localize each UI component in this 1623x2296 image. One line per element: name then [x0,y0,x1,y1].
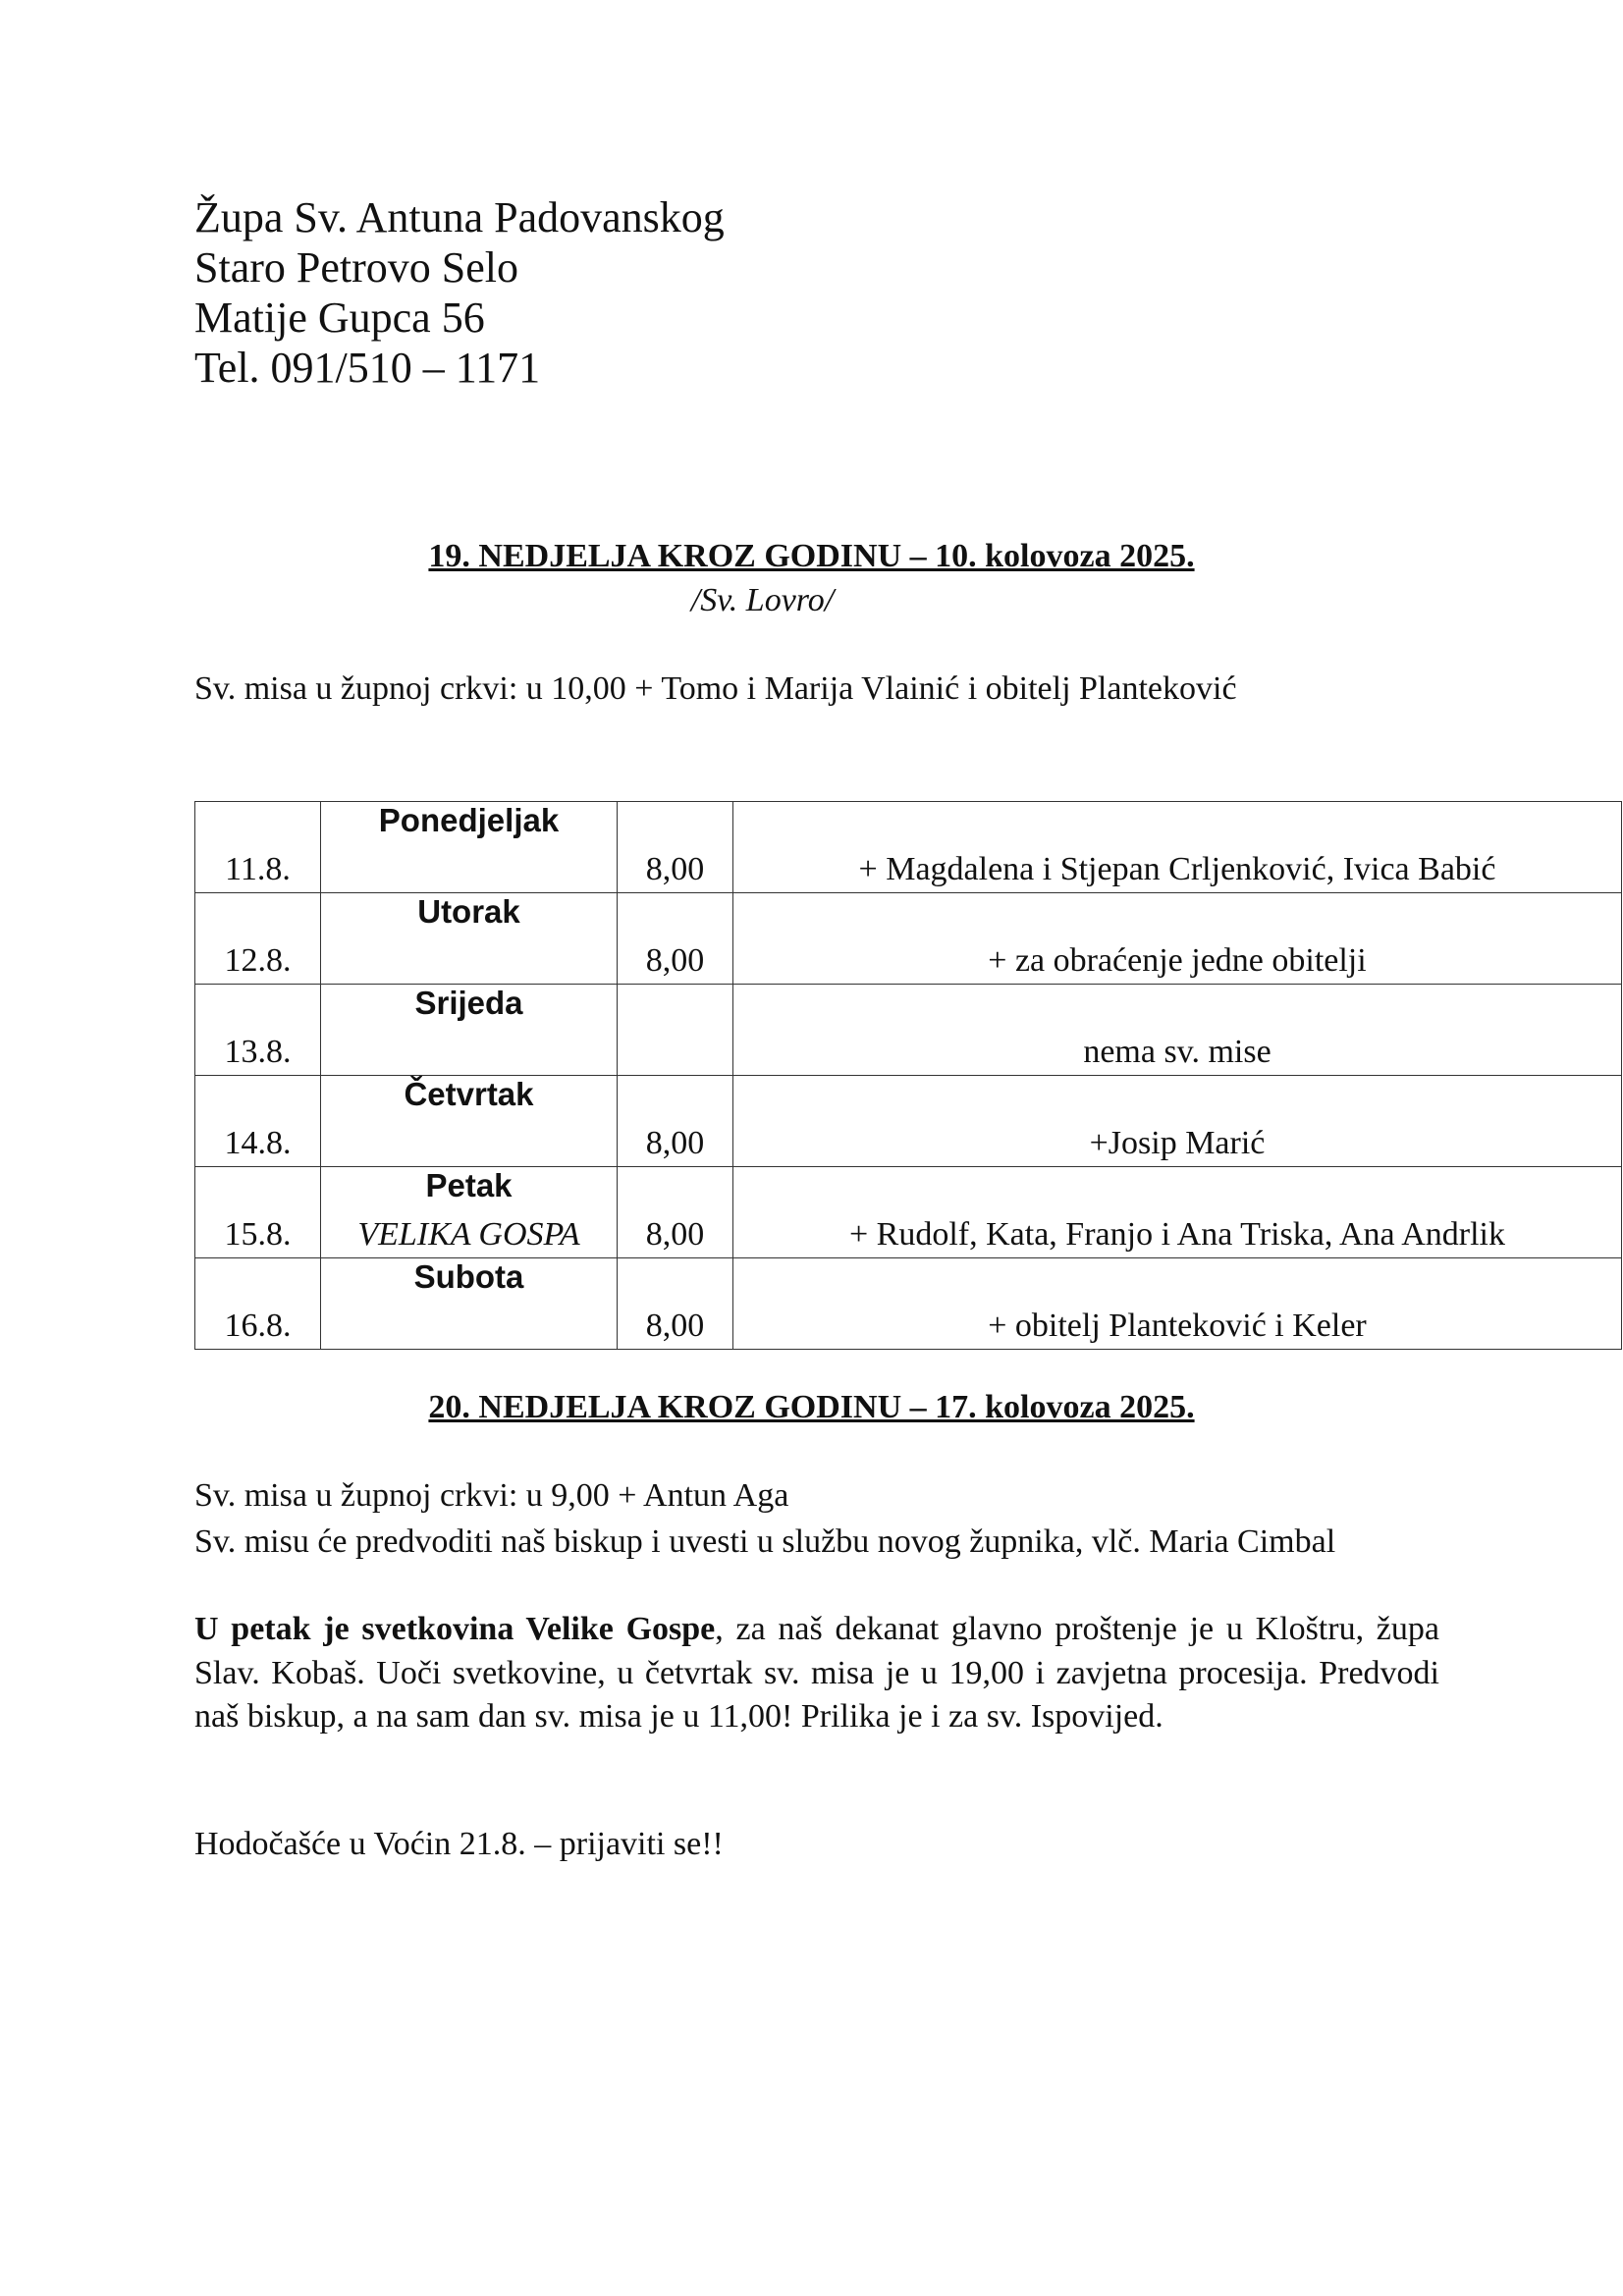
schedule-day-cell [321,893,618,985]
schedule-day: Četvrtak [404,1076,534,1112]
parish-name: Župa Sv. Antuna Padovanskog [194,193,725,241]
schedule-row [195,1076,1622,1167]
pilgrimage-announcement: Hodočašće u Voćin 21.8. – prijaviti se!! [194,1826,724,1862]
schedule-date: 11.8. [195,802,321,893]
schedule-day: Srijeda [414,985,523,1021]
schedule-day: Ponedjeljak [378,802,560,838]
schedule-intention: + obitelj Planteković i Keler [733,1258,1622,1350]
schedule-date: 12.8. [195,893,321,985]
feast-details: , za naš dekanat glavno proštenje je u Kloštru, župa Slav. Kobaš. Uoči svetkovine, u četvrtak sv. misa je u 19,00 i zavjetna procesija. Predvodi naš biskup, a na sam dan sv. misa je u 11,00! Prilika je i za sv. Ispovijed. [194,1611,1439,1735]
week1-saint: /Sv. Lovro/ [690,582,835,618]
schedule-day-cell [321,985,618,1076]
week2-mass: Sv. misa u župnoj crkvi: u 9,00 + Antun Aga [194,1477,789,1514]
schedule-intention: +Josip Marić [733,1076,1622,1167]
week1-subtitle [0,582,1623,619]
schedule-day-cell [321,802,618,893]
schedule-intention: + Rudolf, Kata, Franjo i Ana Triska, Ana Andrlik [733,1167,1622,1258]
schedule-day-cell [321,1076,618,1167]
schedule-time [618,985,733,1076]
schedule-time: 8,00 [618,1167,733,1258]
schedule-time: 8,00 [618,1076,733,1167]
schedule-date: 15.8. [195,1167,321,1258]
schedule-feast-note [321,1345,617,1349]
schedule-day: Utorak [417,893,520,930]
schedule-feast-note [321,1071,617,1075]
schedule-time: 8,00 [618,893,733,985]
schedule-row [195,1258,1622,1350]
schedule-date: 16.8. [195,1258,321,1350]
schedule-row [195,1167,1622,1258]
schedule-time: 8,00 [618,802,733,893]
parish-place: Staro Petrovo Selo [194,243,518,292]
week1-mass: Sv. misa u župnoj crkvi: u 10,00 + Tomo i Marija Vlainić i obitelj Planteković [194,670,1237,707]
schedule-day: Subota [413,1258,524,1295]
schedule-feast-note: VELIKA GOSPA [357,1216,580,1253]
feast-announcement [194,1608,1439,1739]
schedule-day-cell [321,1167,618,1258]
week2-title: 20. NEDJELJA KROZ GODINU – 17. kolovoza 2025. [428,1389,1195,1425]
schedule-date: 14.8. [195,1076,321,1167]
feast-highlight: U petak je svetkovina Velike Gospe [194,1611,716,1647]
schedule-intention: nema sv. mise [733,985,1622,1076]
weekly-mass-schedule [194,801,1622,1350]
parish-phone: Tel. 091/510 – 1171 [194,344,541,392]
schedule-row [195,802,1622,893]
schedule-feast-note [321,888,617,892]
schedule-feast-note [321,980,617,984]
schedule-intention: + za obraćenje jedne obitelji [733,893,1622,985]
schedule-row [195,893,1622,985]
schedule-date: 13.8. [195,985,321,1076]
schedule-day: Petak [425,1167,513,1203]
schedule-intention: + Magdalena i Stjepan Crljenković, Ivica Babić [733,802,1622,893]
schedule-time: 8,00 [618,1258,733,1350]
parish-header [194,192,725,393]
bishop-announcement: Sv. misu će predvoditi naš biskup i uvesti u službu novog župnika, vlč. Maria Cimbal [194,1523,1336,1560]
week1-title: 19. NEDJELJA KROZ GODINU – 10. kolovoza 2025. [428,538,1195,574]
parish-address: Matije Gupca 56 [194,294,485,342]
schedule-day-cell [321,1258,618,1350]
schedule-row [195,985,1622,1076]
schedule-feast-note [321,1162,617,1166]
